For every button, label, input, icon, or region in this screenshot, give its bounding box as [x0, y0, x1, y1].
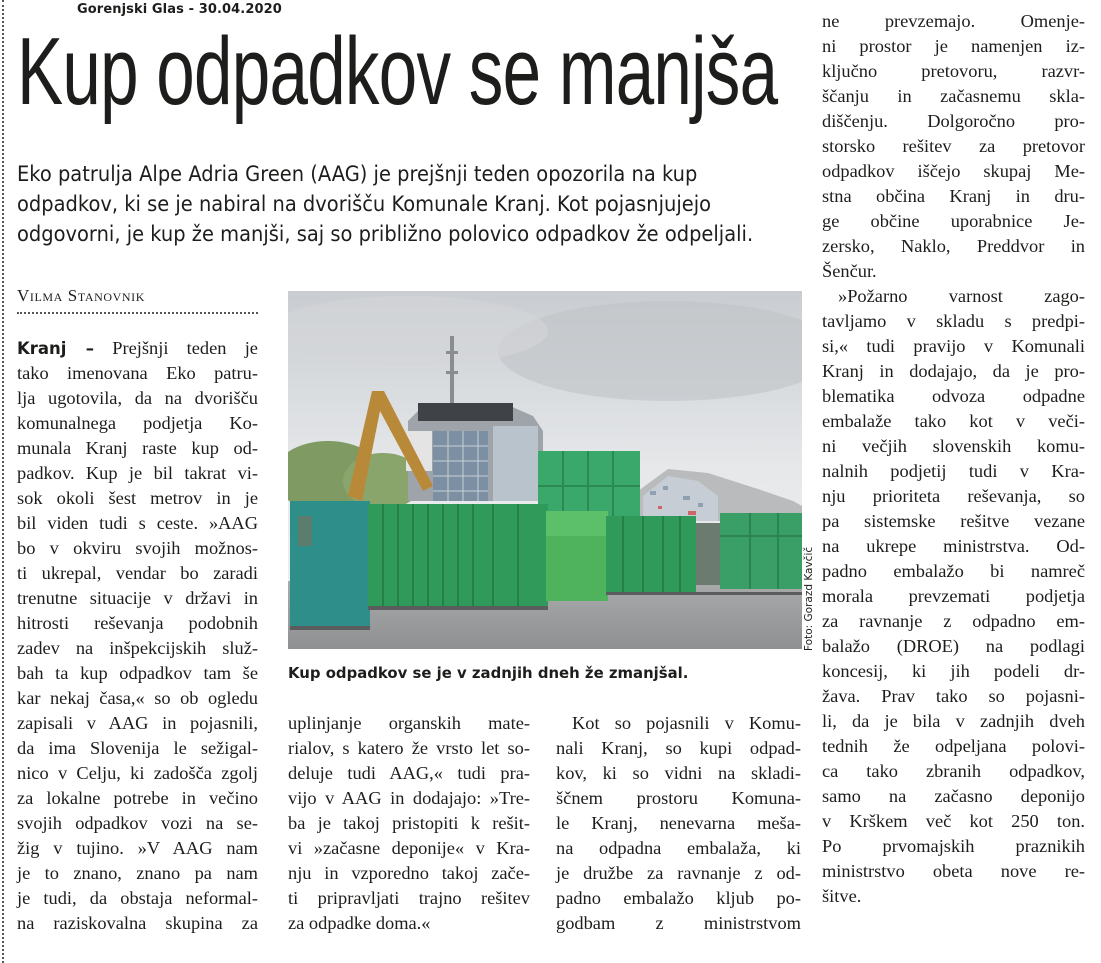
- body-line: deluje tudi AAG,« tudi pra-: [288, 763, 530, 783]
- body-line: ti pripravljati trajno rešitev: [288, 888, 530, 908]
- body-line: ščnem prostoru Komuna-: [556, 788, 801, 808]
- body-line: vi »začasne deponije« v Kra-: [288, 838, 530, 858]
- body-line: padno embalažo kljub po-: [556, 888, 801, 908]
- body-column-4: [822, 9, 1085, 909]
- lead-line: Eko patrulja Alpe Adria Green (AAG) je prejšnji teden opozorila na kup: [17, 162, 698, 187]
- body-line: zersko, Naklo, Preddvor in: [822, 236, 1085, 256]
- body-line: bo v okviru svojih možnos-: [17, 538, 258, 558]
- body-column-3: [556, 711, 801, 936]
- body-line: stna občina Kranj in dru-: [822, 186, 1085, 206]
- body-line: da ima Slovenija le sežigal-: [17, 738, 258, 758]
- body-line: sok okoli šest metrov in je: [17, 488, 258, 508]
- body-line: Po prvomajskih praznikih: [822, 836, 1085, 856]
- body-line: »Požarno varnost zago-: [838, 286, 1085, 306]
- body-line: nali Kranj, so kupi odpad-: [556, 738, 801, 758]
- body-line: tako imenovana Eko patru-: [17, 363, 258, 383]
- body-line: nalnih podjetij tudi v Kra-: [822, 461, 1085, 481]
- body-line: embalaže tako kot v veči-: [822, 411, 1085, 431]
- body-line: ministrstvo obeta nove re-: [822, 861, 1085, 881]
- body-line: hitrosti reševanja podobnih: [17, 613, 258, 633]
- body-line: pa sistemske rešitve vezane: [822, 511, 1085, 531]
- lead-paragraph: [17, 160, 754, 250]
- body-line: blematika odvoza odpadne: [822, 386, 1085, 406]
- body-line: kar nekaj časa,« so ob ogledu: [17, 688, 258, 708]
- body-line: za ravnanje z odpadno em-: [822, 611, 1085, 631]
- body-line: ni prostor je namenjen iz-: [822, 36, 1085, 56]
- dateline-kranj: Kranj –: [17, 339, 95, 358]
- body-line: munala Kranj raste kup od-: [17, 438, 258, 458]
- body-line: balažo (DROE) na podlagi: [822, 636, 1085, 656]
- photo-caption: Kup odpadkov se je v zadnjih dneh že zmanjšal.: [288, 664, 689, 682]
- body-line: je tudi, da obstaja neformal-: [17, 888, 258, 908]
- body-line: kov, ki so vidni na skladi-: [556, 763, 801, 783]
- body-line: li, da je bila v zadnjih dveh: [822, 711, 1085, 731]
- source-dateline: Gorenjski Glas - 30.04.2020: [77, 2, 282, 17]
- body-line: za odpadke doma.«: [288, 913, 431, 933]
- body-line: Kranj in dodajajo, da je pro-: [822, 361, 1085, 381]
- body-line: trenutne situacije v državi in: [17, 588, 258, 608]
- body-line: lja ugotovila, da na dvorišču: [17, 388, 258, 408]
- body-line: ba je takoj pristopiti k rešit-: [288, 813, 530, 833]
- body-column-2: [288, 711, 530, 936]
- body-line: ca tako zbranih odpadkov,: [822, 761, 1085, 781]
- body-line: le Kranj, nenevarna meša-: [556, 813, 801, 833]
- body-line: Kot so pojasnili v Komu-: [572, 713, 801, 733]
- body-line: storsko rešitev za pretovor: [822, 136, 1085, 156]
- body-column-1: [17, 336, 258, 936]
- body-line: morala prevzemati podjetja: [822, 586, 1085, 606]
- body-line: nico v Celju, ki zadošča zgolj: [17, 763, 258, 783]
- body-line: ključno pretovoru, razvr-: [822, 61, 1085, 81]
- body-line: tednih že odpeljana polovi-: [822, 736, 1085, 756]
- body-line: ni večjih slovenskih komu-: [822, 436, 1085, 456]
- article-photo-waste-containers: [288, 291, 802, 649]
- body-line: ščanju in začasnemu skla-: [822, 86, 1085, 106]
- body-line: ti ukrepal, vendar bo zaradi: [17, 563, 258, 583]
- body-line: za lokalne potrebe in večino: [17, 788, 258, 808]
- body-line: rialov, s katero že vrsto let so-: [288, 738, 530, 758]
- lead-line: odpadkov, ki se je nabiral na dvorišču Komunale Kranj. Kot pojasnjujejo: [17, 192, 712, 217]
- byline-author: Vilma Stanovnik: [17, 286, 146, 305]
- body-line: diščenju. Dolgoročno pro-: [822, 111, 1085, 131]
- body-line: v Krškem več kot 250 ton.: [822, 811, 1085, 831]
- body-line: zapisali v AAG in pojasnili,: [17, 713, 258, 733]
- body-line: bil viden tudi s ceste. »AAG: [17, 513, 258, 533]
- body-line: na raziskovalna skupina za: [17, 913, 258, 933]
- lead-line: odgovorni, je kup že manjši, saj so približno polovico odpadkov že odpeljali.: [17, 222, 754, 247]
- body-line: padno embalažo bi namreč: [822, 561, 1085, 581]
- body-line: bah ta kup odpadkov tam še: [17, 663, 258, 683]
- body-line: godbam z ministrstvom: [556, 913, 801, 933]
- body-line: Šenčur.: [822, 261, 877, 281]
- body-line: žig v tujino. »V AAG nam: [17, 838, 258, 858]
- body-line: zadev na inšpekcijskih služ-: [17, 638, 258, 658]
- body-line: komunalnega podjetja Ko-: [17, 413, 258, 433]
- body-line: šitve.: [822, 886, 862, 906]
- body-line: je družbe za ravnanje z od-: [556, 863, 801, 883]
- body-line: na odpadna embalaža, ki: [556, 838, 801, 858]
- body-line: padkov. Kup je bil takrat vi-: [17, 463, 258, 483]
- body-line: koncesij, ki jih podeli dr-: [822, 661, 1085, 681]
- body-line: nju in vzporedno takoj zače-: [288, 863, 530, 883]
- body-line: žava. Prav tako so pojasni-: [822, 686, 1085, 706]
- body-line: samo na začasno deponijo: [822, 786, 1085, 806]
- photo-illustration: [288, 291, 802, 649]
- body-line: na ukrepe ministrstva. Od-: [822, 536, 1085, 556]
- body-line: je to znano, znano pa nam: [17, 863, 258, 883]
- byline-dotted-rule: [17, 312, 258, 314]
- body-line: tavljamo v skladu s predpi-: [822, 311, 1085, 331]
- body-line: vijo v AAG in dodajajo: »Tre-: [288, 788, 530, 808]
- headline: Kup odpadkov se manjša: [17, 18, 778, 125]
- body-line: svojih odpadkov vozi na se-: [17, 813, 258, 833]
- body-line: Kranj – Prejšnji teden je: [17, 338, 258, 358]
- page-margin-dotted-rule: [2, 0, 4, 963]
- body-line: odpadkov iščejo skupaj Me-: [822, 161, 1085, 181]
- body-line: uplinjanje organskih mate-: [288, 713, 530, 733]
- body-line: nju prioriteta reševanja, so: [822, 486, 1085, 506]
- photo-credit: Foto: Gorazd Kavčič: [803, 546, 815, 651]
- body-line: ge občine uporabnice Je-: [822, 211, 1085, 231]
- body-line: ne prevzemajo. Omenje-: [822, 11, 1085, 31]
- body-line: si,« tudi pravijo v Komunali: [822, 336, 1085, 356]
